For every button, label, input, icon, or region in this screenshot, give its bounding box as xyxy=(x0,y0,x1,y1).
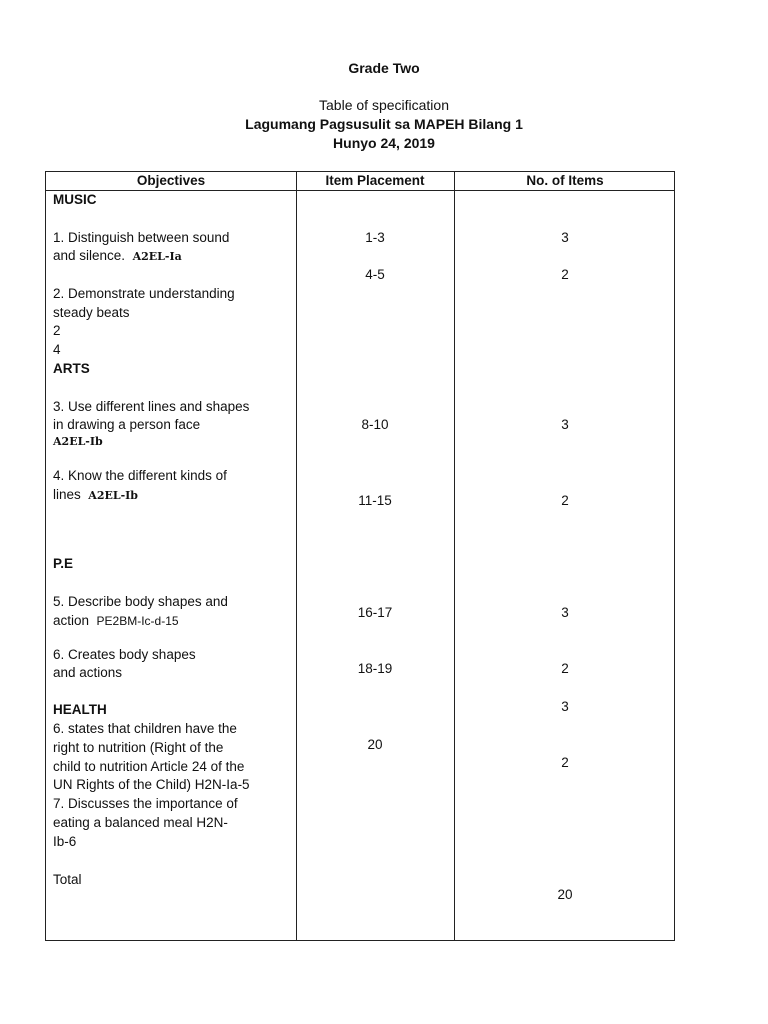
section-health: HEALTH xyxy=(53,702,107,717)
health-line: Ib-6 xyxy=(53,834,77,849)
objective-2-line-2: steady beats xyxy=(53,305,130,320)
column-header-item-placement: Item Placement xyxy=(325,173,425,188)
no-of-items-4: 2 xyxy=(561,493,569,508)
objective-1-line-1: 1. Distinguish between sound xyxy=(53,230,230,245)
document-title: Lagumang Pagsusulit sa MAPEH Bilang 1 xyxy=(245,116,523,132)
item-placement-3: 8-10 xyxy=(361,417,389,432)
competency-code: A2EL-Ib xyxy=(88,489,138,502)
column-header-no-of-items: No. of Items xyxy=(526,173,604,188)
column-divider xyxy=(454,172,455,940)
objective-5-line-1: 5. Describe body shapes and xyxy=(53,594,228,609)
column-divider xyxy=(296,172,297,940)
section-pe: P.E xyxy=(53,556,74,571)
total-value: 20 xyxy=(557,887,573,902)
objective-4-line-2: lines A2EL-Ib xyxy=(53,487,138,502)
objective-6-line-1: 6. Creates body shapes xyxy=(53,647,196,662)
item-placement-2: 4-5 xyxy=(365,267,385,282)
no-of-items-7: 3 xyxy=(561,699,569,714)
health-line: right to nutrition (Right of the xyxy=(53,740,224,755)
grade-level: Grade Two xyxy=(348,60,420,76)
objective-1-line-2: and silence. A2EL-Ia xyxy=(53,248,182,263)
competency-code: A2EL-Ia xyxy=(132,250,182,263)
specification-table xyxy=(45,171,675,941)
health-line: eating a balanced meal H2N- xyxy=(53,815,228,830)
no-of-items-2: 2 xyxy=(561,267,569,282)
total-label: Total xyxy=(53,872,82,887)
health-line: child to nutrition Article 24 of the xyxy=(53,759,245,774)
stray-number: 4 xyxy=(53,342,61,357)
document-date: Hunyo 24, 2019 xyxy=(333,135,435,151)
no-of-items-6: 2 xyxy=(561,661,569,676)
document-subtitle: Table of specification xyxy=(319,97,449,113)
health-line: 7. Discusses the importance of xyxy=(53,796,238,811)
competency-code: A2EL-Ib xyxy=(53,435,103,448)
competency-code: PE2BM-Ic-d-15 xyxy=(96,614,179,628)
no-of-items-5: 3 xyxy=(561,605,569,620)
section-arts: ARTS xyxy=(53,361,90,376)
objective-3-line-2: in drawing a person face xyxy=(53,417,201,432)
column-header-objectives: Objectives xyxy=(136,173,206,188)
item-placement-1: 1-3 xyxy=(365,230,385,245)
no-of-items-8: 2 xyxy=(561,755,569,770)
no-of-items-3: 3 xyxy=(561,417,569,432)
no-of-items-1: 3 xyxy=(561,230,569,245)
section-music: MUSIC xyxy=(53,192,97,207)
header-divider xyxy=(46,190,674,191)
objective-2-line-1: 2. Demonstrate understanding xyxy=(53,286,235,301)
objective-5-line-2: action PE2BM-Ic-d-15 xyxy=(53,613,179,628)
objective-4-line-1: 4. Know the different kinds of xyxy=(53,468,227,483)
item-placement-6: 18-19 xyxy=(357,661,393,676)
health-line: 6. states that children have the xyxy=(53,721,237,736)
item-placement-7: 20 xyxy=(367,737,383,752)
stray-number: 2 xyxy=(53,323,61,338)
item-placement-4: 11-15 xyxy=(358,493,392,508)
item-placement-5: 16-17 xyxy=(357,605,393,620)
health-line: UN Rights of the Child) H2N-Ia-5 xyxy=(53,777,250,792)
objective-6-line-2: and actions xyxy=(53,665,123,680)
objective-3-line-1: 3. Use different lines and shapes xyxy=(53,399,250,414)
